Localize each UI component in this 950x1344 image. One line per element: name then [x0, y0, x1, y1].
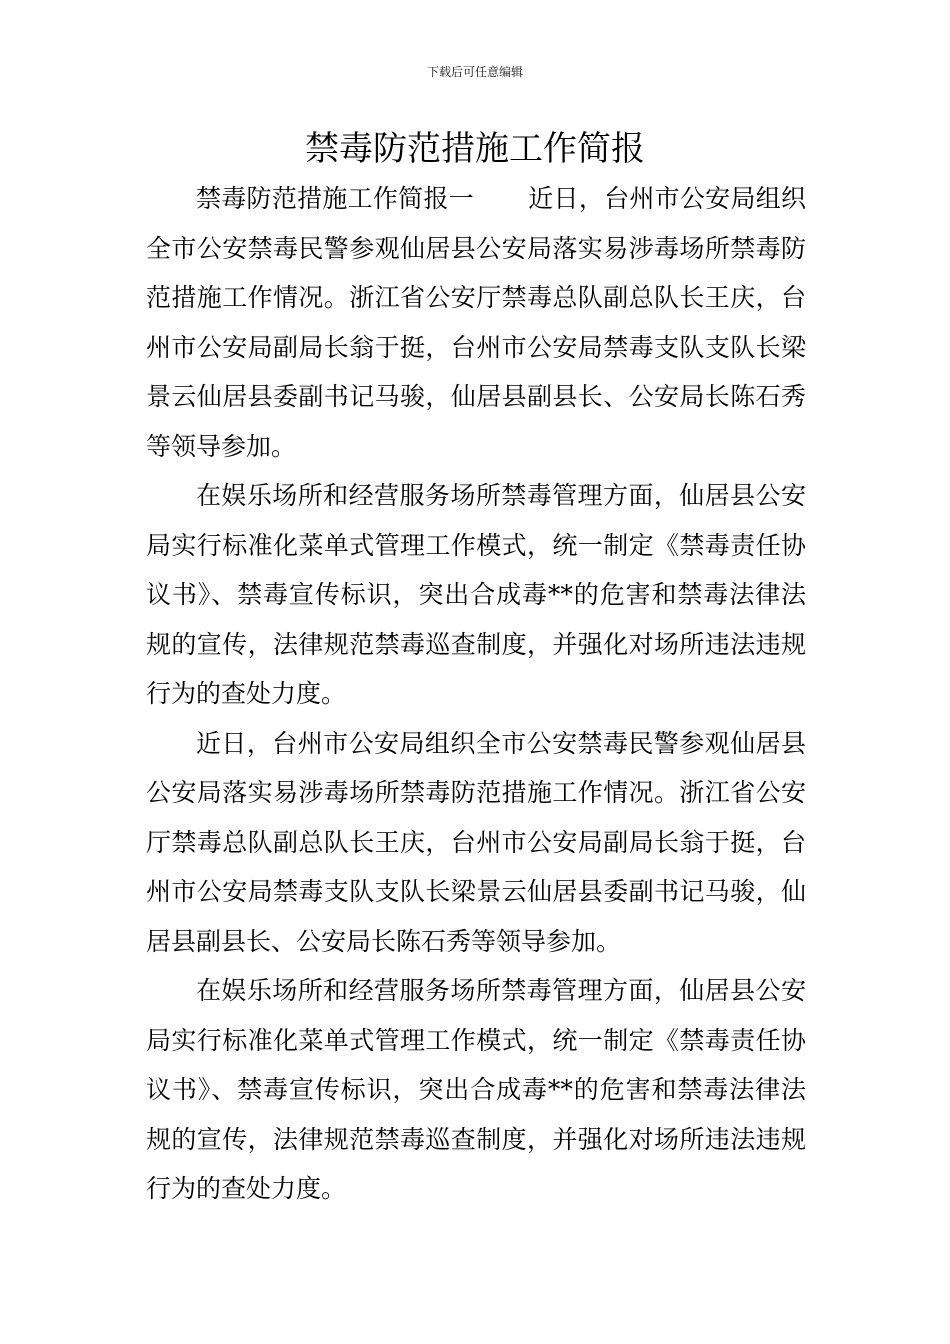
- paragraph-1-text: 近日，台州市公安局组织全市公安禁毒民警参观仙居县公安局落实易涉毒场所禁毒防范措施工作情况。浙江省公安厅禁毒总队副总队长王庆，台州市公安局副局长翁于挺，台州市公安局禁毒支队支队长梁景云仙居县委副书记马骏，仙居县副县长、公安局长陈石秀等领导参加。: [146, 184, 806, 461]
- header-note: 下载后可任意编辑: [426, 65, 523, 79]
- paragraph-4: 在娱乐场所和经营服务场所禁毒管理方面，仙居县公安局实行标准化菜单式管理工作模式，统一制定《禁毒责任协议书》、禁毒宣传标识，突出合成毒**的危害和禁毒法律法规的宣传，法律规范禁毒巡查制度，并强化对场所违法违规行为的查处力度。: [146, 976, 806, 1203]
- document-body: [146, 174, 806, 1214]
- paragraph-2: 在娱乐场所和经营服务场所禁毒管理方面，仙居县公安局实行标准化菜单式管理工作模式，统一制定《禁毒责任协议书》、禁毒宣传标识，突出合成毒**的危害和禁毒法律法规的宣传，法律规范禁毒巡查制度，并强化对场所违法违规行为的查处力度。: [146, 481, 806, 708]
- paragraph-1-lead: 禁毒防范措施工作简报一: [196, 184, 474, 213]
- document-title: 禁毒防范措施工作简报: [305, 129, 645, 169]
- paragraph-1: [146, 174, 806, 471]
- paragraph-3: 近日，台州市公安局组织全市公安禁毒民警参观仙居县公安局落实易涉毒场所禁毒防范措施工作情况。浙江省公安厅禁毒总队副总队长王庆，台州市公安局副局长翁于挺，台州市公安局禁毒支队支队长梁景云仙居县委副书记马骏，仙居县副县长、公安局长陈石秀等领导参加。: [146, 728, 806, 956]
